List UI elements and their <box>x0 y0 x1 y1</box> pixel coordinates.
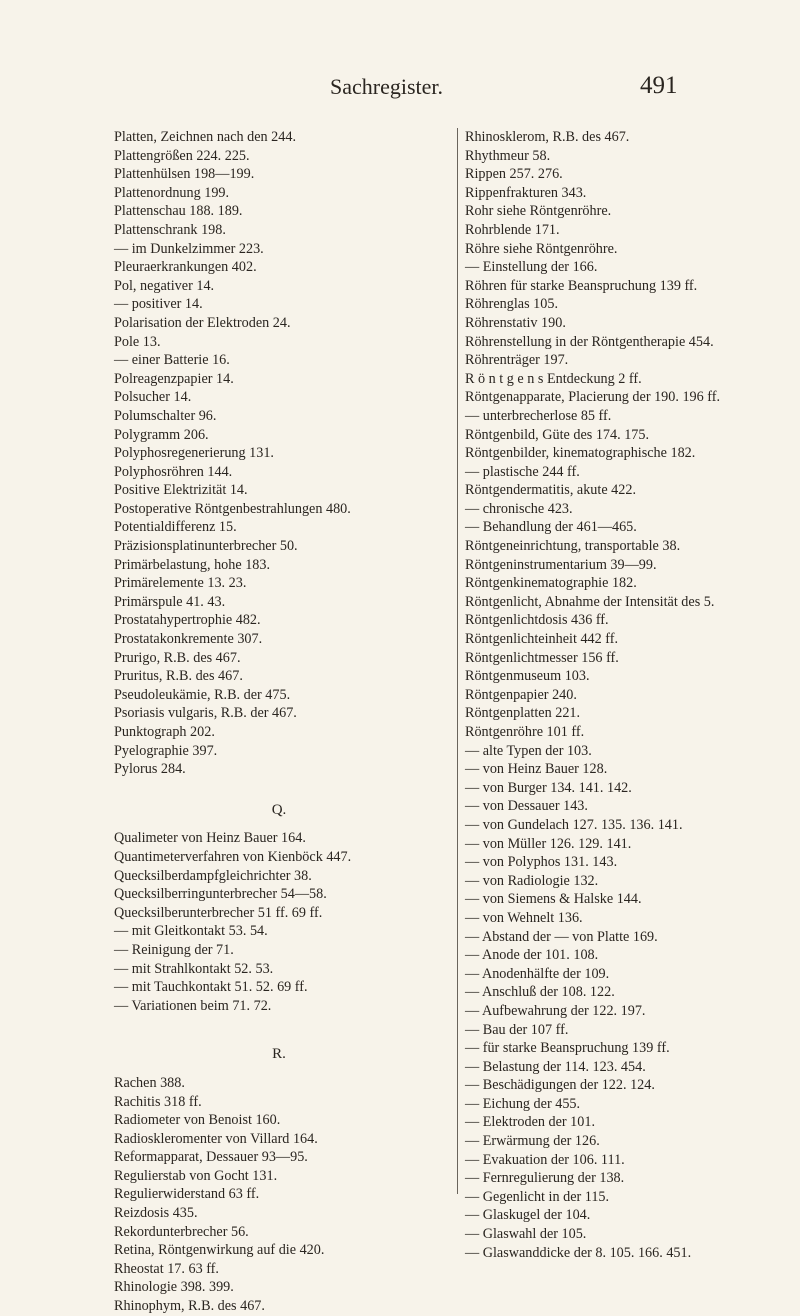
index-section-r <box>114 1074 444 1316</box>
index-entry: Rhythmeur 58. <box>465 147 551 164</box>
index-entry: Röntgenapparate, Placierung der 190. 196 ff. <box>465 389 721 406</box>
index-entry: Primärbelastung, hohe 183. <box>114 556 271 573</box>
index-entry: — von Müller 126. 129. 141. <box>465 835 632 852</box>
index-entry: Pruritus, R.B. des 467. <box>114 668 243 685</box>
index-entry: — für starke Beanspruchung 139 ff. <box>465 1040 670 1057</box>
index-entry: Polsucher 14. <box>114 389 192 406</box>
index-entry: Rachitis 318 ff. <box>114 1093 202 1110</box>
index-entry: Röntgeneinrichtung, transportable 38. <box>465 538 681 555</box>
index-entry: — Anodenhälfte der 109. <box>465 965 610 982</box>
index-entry: — Elektroden der 101. <box>465 1114 596 1131</box>
index-entry: Rippenfrakturen 343. <box>465 184 587 201</box>
index-entry: Plattenordnung 199. <box>114 184 230 201</box>
index-entry: — einer Batterie 16. <box>114 352 230 369</box>
index-entry: Quantimeterverfahren von Kienböck 447. <box>114 848 352 865</box>
index-entry: Regulierstab von Gocht 131. <box>114 1167 278 1184</box>
index-entry: Radioskleromenter von Villard 164. <box>114 1130 318 1147</box>
index-entry: — Abstand der — von Platte 169. <box>465 928 658 945</box>
index-entry: Prostatahypertrophie 482. <box>114 612 261 629</box>
index-entry: Röhre siehe Röntgenröhre. <box>465 240 618 257</box>
index-entry: Rachen 388. <box>114 1074 185 1091</box>
index-entry: Primärelemente 13. 23. <box>114 575 247 592</box>
index-entry: Rohr siehe Röntgenröhre. <box>465 203 612 220</box>
index-entry: Potentialdifferenz 15. <box>114 519 237 536</box>
index-entry: Rekordunterbrecher 56. <box>114 1223 249 1240</box>
index-entry: Pole 13. <box>114 333 161 350</box>
page-header <box>0 74 800 114</box>
index-entry: Polumschalter 96. <box>114 407 217 424</box>
index-entry: Röntgenbild, Güte des 174. 175. <box>465 426 650 443</box>
index-entry: — unterbrecherlose 85 ff. <box>465 407 612 424</box>
index-entry: Röhren für starke Beanspruchung 139 ff. <box>465 277 698 294</box>
index-entry: Röntgenlichteinheit 442 ff. <box>465 631 619 648</box>
index-entry: Röhrenstativ 190. <box>465 314 566 331</box>
index-entry: — Glaswanddicke der 8. 105. 166. 451. <box>465 1244 692 1261</box>
index-entry: Rheostat 17. 63 ff. <box>114 1260 219 1277</box>
running-title: Sachregister. <box>330 74 444 99</box>
index-entry: Pylorus 284. <box>114 761 186 778</box>
index-section-q <box>114 829 444 1015</box>
index-entry: Platten, Zeichnen nach den 244. <box>114 129 297 145</box>
index-entry: — von Gundelach 127. 135. 136. 141. <box>465 816 683 833</box>
index-entry: Plattengrößen 224. 225. <box>114 147 250 164</box>
index-entry: — Glaskugel der 104. <box>465 1207 591 1224</box>
index-entry: — von Burger 134. 141. 142. <box>465 779 632 796</box>
index-entry: Pseudoleukämie, R.B. der 475. <box>114 686 291 703</box>
index-entry: Röhrenstellung in der Röntgentherapie 454. <box>465 333 714 350</box>
index-entry: Pol, negativer 14. <box>114 277 215 294</box>
index-entry: Röntgenlichtdosis 436 ff. <box>465 612 609 629</box>
index-entry: Radiometer von Benoist 160. <box>114 1112 281 1129</box>
index-entry: Positive Elektrizität 14. <box>114 482 248 499</box>
column-divider <box>457 128 458 1194</box>
index-entry: Polarisation der Elektroden 24. <box>114 314 291 331</box>
index-entry: — Belastung der 114. 123. 454. <box>465 1058 646 1075</box>
index-entry: Plattenschau 188. 189. <box>114 203 243 220</box>
index-entry: — von Heinz Bauer 128. <box>465 761 608 778</box>
index-entry: Röntgenpapier 240. <box>465 686 577 703</box>
index-entry: Präzisionsplatinunterbrecher 50. <box>114 538 298 555</box>
index-entry: Regulierwiderstand 63 ff. <box>114 1186 260 1203</box>
index-entry: Psoriasis vulgaris, R.B. der 467. <box>114 705 297 722</box>
index-entry: Quecksilberunterbrecher 51 ff. 69 ff. <box>114 904 323 921</box>
index-section-r-continued <box>465 128 791 1262</box>
index-entry: — mit Strahlkontakt 52. 53. <box>114 960 274 977</box>
index-section-p <box>114 128 444 779</box>
left-column <box>114 128 444 1316</box>
index-entry: Rhinosklerom, R.B. des 467. <box>465 129 630 145</box>
index-entry: Röntgenkinematographie 182. <box>465 575 637 592</box>
index-entry: Postoperative Röntgenbestrahlungen 480. <box>114 500 351 517</box>
index-entry: Rhinologie 398. 399. <box>114 1279 234 1296</box>
right-column <box>465 128 791 1262</box>
index-entry: Röntgenlicht, Abnahme der Intensität des 5. <box>465 593 715 610</box>
index-entry: Röhrenglas 105. <box>465 296 558 313</box>
index-entry: Pyelographie 397. <box>114 742 218 759</box>
index-entry: — Evakuation der 106. 111. <box>465 1151 625 1168</box>
index-entry: Reizdosis 435. <box>114 1205 198 1222</box>
index-entry: — chronische 423. <box>465 500 573 517</box>
index-entry: Röhrenträger 197. <box>465 352 569 369</box>
page-number: 491 <box>640 72 678 99</box>
index-entry: — Aufbewahrung der 122. 197. <box>465 1002 646 1019</box>
index-entry: Punktograph 202. <box>114 724 215 740</box>
index-entry: — von Wehnelt 136. <box>465 909 583 926</box>
index-entry: — von Siemens & Halske 144. <box>465 891 642 908</box>
index-entry: Quecksilberdampfgleichrichter 38. <box>114 867 312 884</box>
index-entry: — Erwärmung der 126. <box>465 1133 600 1150</box>
index-entry: — plastische 244 ff. <box>465 463 580 480</box>
index-entry: Rohrblende 171. <box>465 221 560 238</box>
index-entry: — Glaswahl der 105. <box>465 1226 587 1243</box>
index-entry: — Gegenlicht in der 115. <box>465 1188 610 1205</box>
section-heading-r: R. <box>272 1046 286 1063</box>
index-entry: Polygramm 206. <box>114 426 209 443</box>
index-entry: — Einstellung der 166. <box>465 259 598 276</box>
index-entry: Quecksilberringunterbrecher 54—58. <box>114 886 327 903</box>
index-entry: — Bau der 107 ff. <box>465 1021 569 1038</box>
index-entry: — Variationen beim 71. 72. <box>114 997 272 1014</box>
index-entry: Röntgendermatitis, akute 422. <box>465 482 637 499</box>
index-entry: Reformapparat, Dessauer 93—95. <box>114 1149 308 1166</box>
index-entry: — im Dunkelzimmer 223. <box>114 240 264 257</box>
index-entry: R ö n t g e n s Entdeckung 2 ff. <box>465 370 642 387</box>
index-entry: Qualimeter von Heinz Bauer 164. <box>114 830 306 847</box>
index-entry: — Anschluß der 108. 122. <box>465 984 615 1001</box>
index-entry: — von Radiologie 132. <box>465 872 599 889</box>
index-entry: Röntgenbilder, kinematographische 182. <box>465 445 696 462</box>
index-entry: Retina, Röntgenwirkung auf die 420. <box>114 1242 325 1259</box>
index-entry: Röntgenmuseum 103. <box>465 668 590 685</box>
index-entry: — positiver 14. <box>114 296 203 313</box>
index-entry: Plattenhülsen 198—199. <box>114 166 255 183</box>
index-entry: Röntgenplatten 221. <box>465 705 581 722</box>
index-entry: — mit Tauchkontakt 51. 52. 69 ff. <box>114 979 308 996</box>
index-entry: — von Polyphos 131. 143. <box>465 854 618 871</box>
index-entry: Polyphosröhren 144. <box>114 463 233 480</box>
index-entry: Plattenschrank 198. <box>114 221 226 238</box>
index-entry: — Anode der 101. 108. <box>465 947 599 964</box>
index-entry: Prostatakonkremente 307. <box>114 631 263 648</box>
index-entry: Polreagenzpapier 14. <box>114 370 234 387</box>
index-entry: — alte Typen der 103. <box>465 742 592 759</box>
index-entry: — mit Gleitkontakt 53. 54. <box>114 923 268 940</box>
index-entry: Prurigo, R.B. des 467. <box>114 649 241 666</box>
index-entry: Pleuraerkrankungen 402. <box>114 259 257 276</box>
index-entry: Rippen 257. 276. <box>465 166 563 183</box>
index-entry: — von Dessauer 143. <box>465 798 588 815</box>
index-entry: Primärspule 41. 43. <box>114 593 226 610</box>
index-entry: Röntgenröhre 101 ff. <box>465 724 585 740</box>
index-entry: — Beschädigungen der 122. 124. <box>465 1077 655 1094</box>
index-entry: — Reinigung der 71. <box>114 941 234 958</box>
index-entry: — Behandlung der 461—465. <box>465 519 637 536</box>
index-entry: — Fernregulierung der 138. <box>465 1170 625 1187</box>
index-entry: Röntgeninstrumentarium 39—99. <box>465 556 657 573</box>
index-entry: Polyphosregenerierung 131. <box>114 445 274 462</box>
index-entry: Röntgenlichtmesser 156 ff. <box>465 649 619 666</box>
index-entry: Rhinophym, R.B. des 467. <box>114 1298 265 1315</box>
section-heading-q: Q. <box>271 801 287 818</box>
index-entry: — Eichung der 455. <box>465 1095 581 1112</box>
